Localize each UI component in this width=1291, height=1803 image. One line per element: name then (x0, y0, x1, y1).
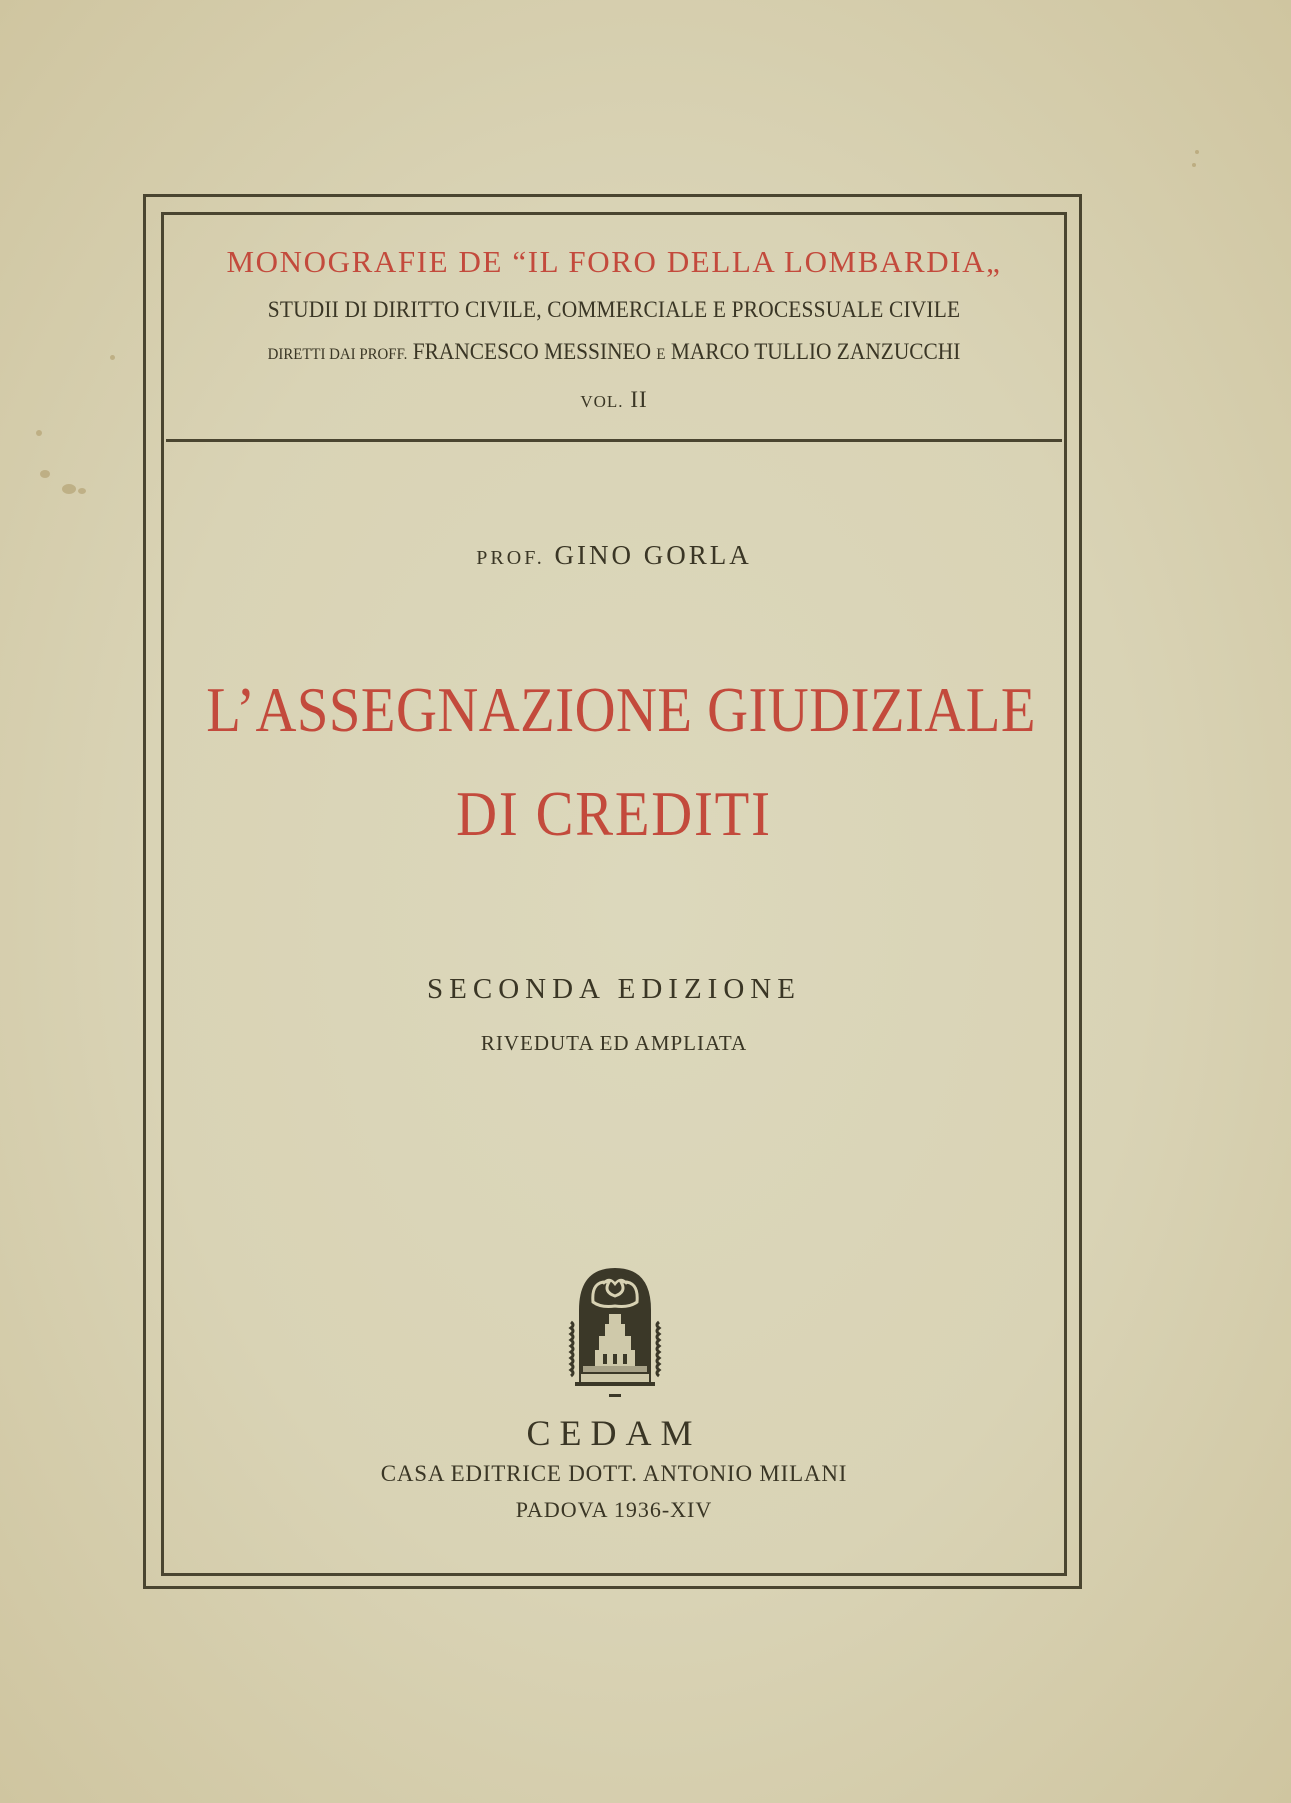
series-directors (193, 339, 1036, 365)
paper-stain (36, 430, 42, 436)
paper-stain (110, 355, 115, 360)
paper-stain (40, 470, 50, 478)
publisher-emblem-icon (563, 1262, 667, 1402)
edition-note: RIVEDUTA ED AMPLIATA (480, 1031, 748, 1055)
book-title-line-2: DI CREDITI (456, 779, 772, 849)
series-title: MONOGRAFIE DE “IL FORO DELLA LOMBARDIA„ (226, 244, 1002, 279)
volume-prefix: VOL. (580, 392, 624, 411)
volume-number: II (630, 387, 648, 412)
publisher-name: CEDAM (526, 1413, 702, 1453)
directors-conjunction: E (656, 346, 666, 363)
author (161, 540, 1067, 571)
author-prefix: PROF. (476, 547, 545, 569)
paper-stain (78, 488, 86, 494)
edition-label: SECONDA EDIZIONE (427, 973, 801, 1005)
publication-place-date: PADOVA 1936-XIV (515, 1497, 713, 1522)
series-volume (161, 387, 1067, 413)
director-name-1: FRANCESCO MESSINEO (412, 339, 652, 364)
author-name: GINO GORLA (554, 540, 752, 570)
paper-stain (62, 484, 76, 494)
publisher-full-name: CASA EDITRICE DOTT. ANTONIO MILANI (380, 1461, 848, 1486)
header-divider (166, 439, 1062, 442)
director-name-2: MARCO TULLIO ZANZUCCHI (670, 339, 961, 364)
paper-stain (1195, 150, 1199, 154)
directors-prefix: DIRETTI DAI PROFF. (267, 346, 408, 363)
series-subtitle: STUDII DI DIRITTO CIVILE, COMMERCIALE E PROCESSUALE CIVILE (267, 297, 961, 322)
paper-stain (1192, 163, 1196, 167)
book-title-line-1: L’ASSEGNAZIONE GIUDIZIALE (206, 675, 1036, 745)
